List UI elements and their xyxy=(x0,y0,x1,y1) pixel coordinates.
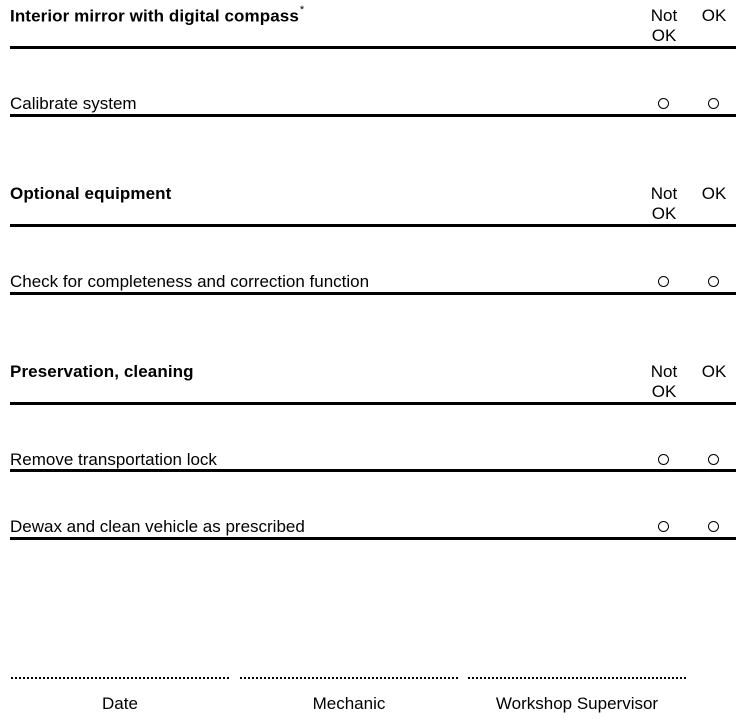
section-title-text: Preservation, cleaning xyxy=(10,362,194,381)
column-header-not-ok-line1: Not xyxy=(650,362,678,381)
checklist-item xyxy=(10,517,736,537)
ok-radio[interactable] xyxy=(708,454,719,465)
checklist-item xyxy=(10,94,736,114)
checklist-item-label: Check for completeness and correction function xyxy=(10,272,370,291)
ok-radio[interactable] xyxy=(708,521,719,532)
ok-radio[interactable] xyxy=(708,276,719,287)
not-ok-radio[interactable] xyxy=(658,276,669,287)
section-title-text: Interior mirror with digital compass xyxy=(10,6,299,26)
item-divider xyxy=(10,537,736,540)
checklist-item xyxy=(10,272,736,292)
checklist-item-label: Remove transportation lock xyxy=(10,450,217,469)
not-ok-radio[interactable] xyxy=(658,454,669,465)
not-ok-radio[interactable] xyxy=(658,98,669,109)
column-header-not-ok-line2: OK xyxy=(651,204,677,223)
checklist-item-label: Calibrate system xyxy=(10,94,137,113)
column-header-not-ok-line2: OK xyxy=(651,382,677,401)
column-header-not-ok-line2: OK xyxy=(651,26,677,45)
column-header-not-ok xyxy=(645,362,683,402)
column-header-not-ok xyxy=(645,184,683,224)
section-title-preservation-cleaning xyxy=(10,362,736,382)
mechanic-signature-line[interactable] xyxy=(240,677,458,679)
checklist-item-label: Dewax and clean vehicle as prescribed xyxy=(10,517,305,536)
column-header-ok: OK xyxy=(701,362,727,381)
column-header-not-ok xyxy=(645,6,683,46)
column-header-not-ok-line1: Not xyxy=(650,184,678,203)
section-title-optional-equipment xyxy=(10,184,736,204)
footnote-marker: * xyxy=(299,4,305,16)
checklist-item xyxy=(10,450,736,470)
supervisor-signature-line[interactable] xyxy=(468,677,686,679)
section-divider xyxy=(10,402,736,405)
item-divider xyxy=(10,469,736,472)
not-ok-radio[interactable] xyxy=(658,521,669,532)
column-header-ok: OK xyxy=(701,6,727,25)
item-divider xyxy=(10,292,736,295)
date-signature-line[interactable] xyxy=(11,677,229,679)
section-title-text: Optional equipment xyxy=(10,184,172,203)
column-header-ok: OK xyxy=(701,184,727,203)
item-divider xyxy=(10,114,736,117)
section-divider xyxy=(10,224,736,227)
section-title-interior-mirror xyxy=(10,6,736,27)
ok-radio[interactable] xyxy=(708,98,719,109)
section-divider xyxy=(10,46,736,49)
column-header-not-ok-line1: Not xyxy=(650,6,678,25)
supervisor-label: Workshop Supervisor xyxy=(495,694,659,713)
mechanic-label: Mechanic xyxy=(312,694,386,713)
date-label: Date xyxy=(102,694,138,713)
